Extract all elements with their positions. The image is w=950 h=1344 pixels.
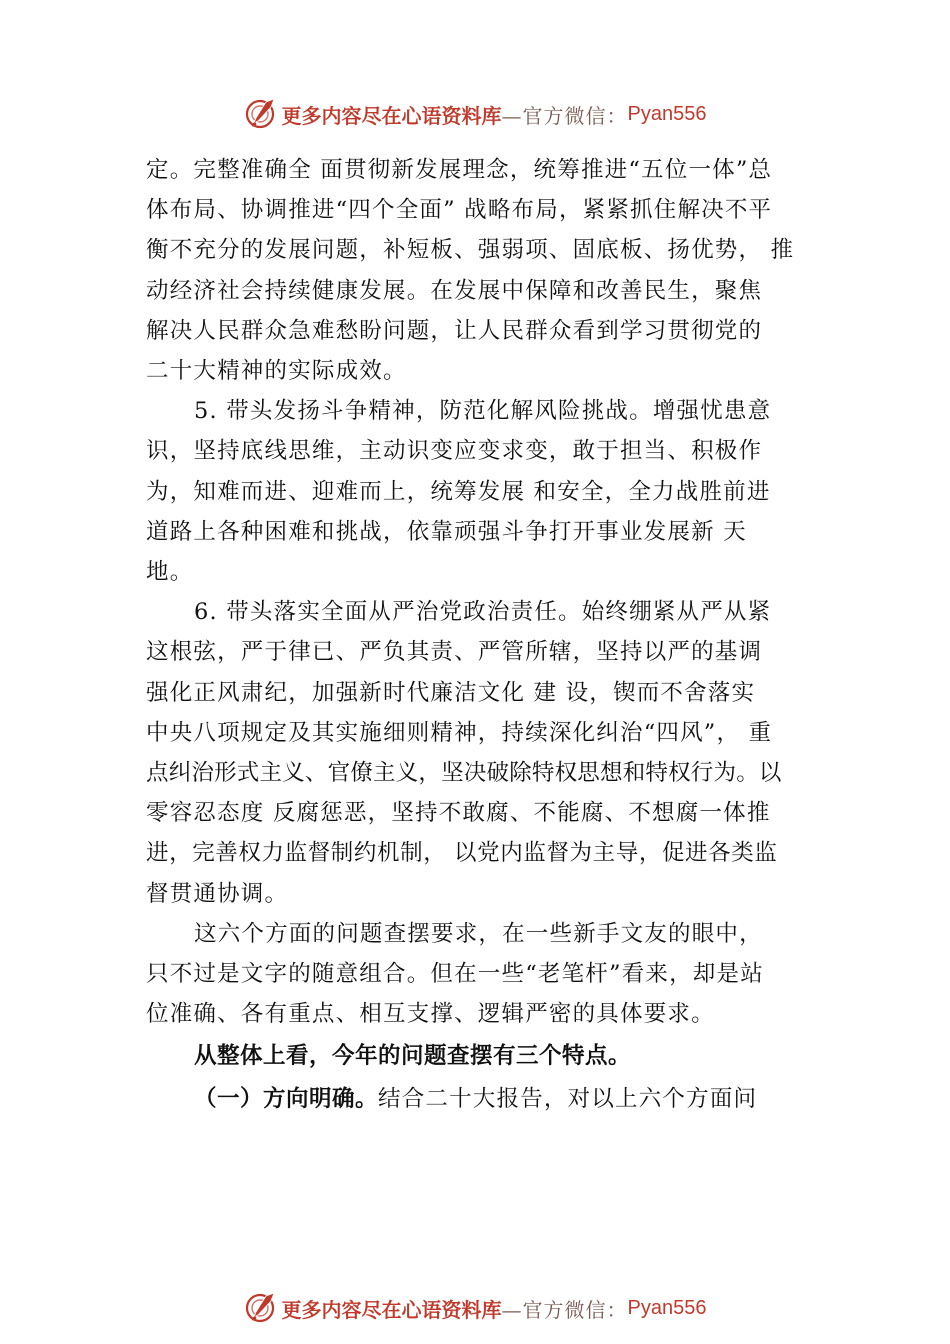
- watermark-label: —官方微信：: [501, 1297, 628, 1322]
- watermark-wechat-id: Pyan556: [627, 102, 707, 125]
- paragraph-continued: [146, 150, 818, 391]
- text-line: 动经济社会持续健康发展。在发展中保障和改善民生，聚焦: [146, 277, 763, 304]
- text-line: 道路上各种困难和挑战，依靠顽强斗争打开事业发展新 天: [146, 518, 747, 545]
- text-line: 这六个方面的问题查摆要求，在一些新手文友的眼中，: [194, 920, 763, 947]
- text-line: 衡不充分的发展问题，补短板、强弱项、固底板、扬优势， 推: [146, 237, 795, 264]
- text-line: 强化正风肃纪，加强新时代廉洁文化 建 设，锲而不舍落实: [146, 679, 756, 706]
- text-line: 地。: [146, 559, 194, 586]
- text-line: 6. 带头落实全面从严治党政治责任。始终绷紧从严从紧: [194, 599, 772, 626]
- text-line: 位准确、各有重点、相互支撑、逻辑严密的具体要求。: [146, 1001, 715, 1028]
- text-line: 为，知难而进、迎难而上，统筹发展 和安全，全力战胜前进: [146, 478, 771, 505]
- watermark-header: [0, 94, 950, 134]
- brush-logo-icon: [244, 97, 278, 131]
- text-line: 点纠治形式主义、官僚主义，坚决破除特权思想和特权行为。以: [146, 760, 782, 787]
- paragraph-item-5: [146, 391, 818, 592]
- text-line: 督贯通协调。: [146, 880, 289, 907]
- paragraph-section-one: [146, 1079, 818, 1119]
- paragraph-summary: [146, 914, 818, 1035]
- section-one-text: 结合二十大报告，对以上六个方面问: [378, 1085, 758, 1112]
- text-line: 5. 带头发扬斗争精神，防范化解风险挑战。增强忧患意: [194, 398, 772, 425]
- paragraph-overview-heading: 从整体上看，今年的问题查摆有三个特点。: [194, 1043, 632, 1070]
- document-body: [146, 150, 818, 1119]
- text-line: 解决人民群众急难愁盼问题，让人民群众看到学习贯彻党的: [146, 317, 763, 344]
- text-line: 体布局、协调推进“四个全面” 战略布局，紧紧抓住解决不平: [146, 197, 773, 224]
- text-line: 中央八项规定及其实施细则精神，持续深化纠治“四风”， 重: [146, 719, 773, 746]
- text-line: 识，坚持底线思维，主动识变应变求变，敢于担当、积极作: [146, 438, 763, 465]
- watermark-footer: [0, 1288, 950, 1328]
- brush-logo-icon: [244, 1291, 278, 1325]
- paragraph-item-6: [146, 592, 818, 914]
- text-line: 定。完整准确全 面贯彻新发展理念，统筹推进“五位一体”总: [146, 157, 773, 183]
- text-line: 进，完善权力监督制约机制， 以党内监督为主导，促进各类监: [146, 840, 778, 867]
- text-line: 这根弦，严于律已、严负其责、严管所辖，坚持以严的基调: [146, 639, 763, 666]
- watermark-wechat-id: Pyan556: [627, 1296, 707, 1319]
- watermark-label: —官方微信：: [501, 103, 628, 128]
- watermark-brand: 更多内容尽在心语资料库: [281, 1297, 502, 1322]
- watermark-brand: 更多内容尽在心语资料库: [281, 103, 502, 128]
- text-line: 二十大精神的实际成效。: [146, 358, 407, 385]
- text-line: 零容忍态度 反腐惩恶，坚持不敢腐、不能腐、不想腐一体推: [146, 800, 771, 827]
- section-one-heading: （一）方向明确。: [194, 1085, 379, 1112]
- text-line: 只不过是文字的随意组合。但在一些“老笔杆”看来，却是站: [146, 961, 764, 988]
